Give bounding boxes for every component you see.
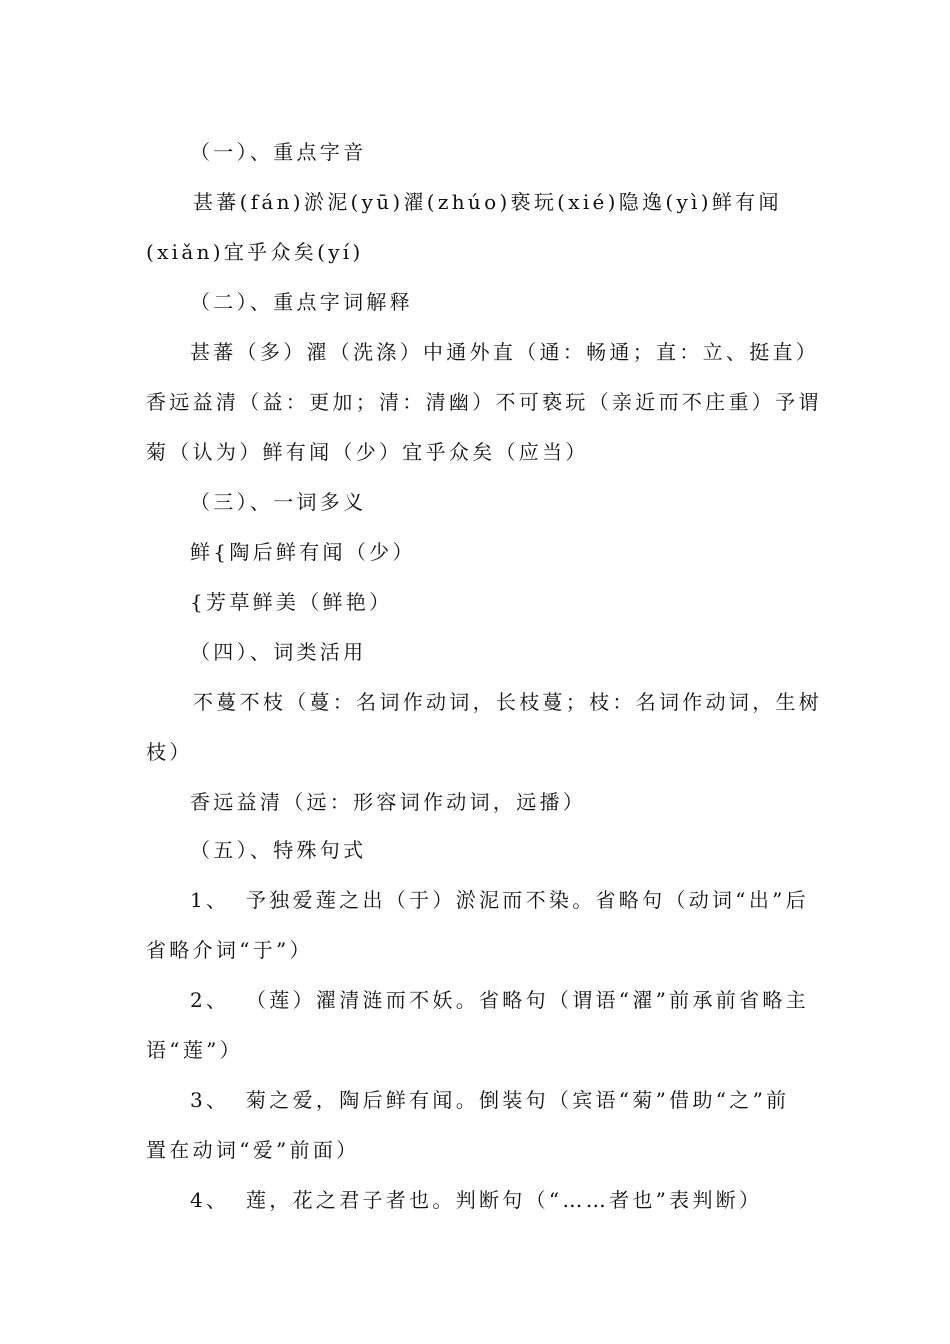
word-class-line-3: 香远益清（远：形容词作动词，远播） bbox=[190, 790, 587, 814]
word-meanings-line-2: 香远益清（益：更加；清：清幽）不可亵玩（亲近而不庄重）予谓 bbox=[146, 390, 822, 414]
item-4-line-1: 莲，花之君子者也。判断句（“……者也”表判断） bbox=[246, 1188, 763, 1212]
polysemy-line-1: 鲜{陶后鲜有闻（少） bbox=[190, 540, 416, 564]
section-heading-word-class: （四）、词类活用 bbox=[190, 640, 367, 664]
item-number-4: 4、 bbox=[190, 1188, 230, 1212]
item-number-3: 3、 bbox=[190, 1088, 230, 1112]
item-2-line-1: （莲）濯清涟而不妖。省略句（谓语“濯”前承前省略主 bbox=[246, 988, 809, 1012]
item-3-line-1: 菊之爱，陶后鲜有闻。倒装句（宾语“菊”借助“之”前 bbox=[246, 1088, 790, 1112]
word-class-line-1: 不蔓不枝（蔓：名词作动词，长枝蔓；枝：名词作动词，生树 bbox=[193, 690, 823, 714]
pronunciation-line-2: (xiǎn)宜乎众矣(yí) bbox=[146, 240, 364, 264]
item-3-line-2: 置在动词“爱”前面） bbox=[146, 1138, 360, 1162]
word-class-line-2: 枝） bbox=[146, 740, 193, 764]
item-2-line-2: 语“莲”） bbox=[146, 1038, 243, 1062]
section-heading-sentence-patterns: （五）、特殊句式 bbox=[190, 838, 367, 862]
item-number-2: 2、 bbox=[190, 988, 230, 1012]
pronunciation-line-1: 甚蕃(fán)淤泥(yū)濯(zhúo)亵玩(xié)隐逸(yì)鲜有闻 bbox=[193, 190, 782, 214]
word-meanings-line-1: 甚蕃（多）濯（洗涤）中通外直（通：畅通；直：立、挺直） bbox=[190, 340, 820, 364]
section-heading-polysemy: （三）、一词多义 bbox=[190, 490, 367, 514]
item-1-line-1: 予独爱莲之出（于）淤泥而不染。省略句（动词“出”后 bbox=[246, 888, 809, 912]
section-heading-word-meanings: （二）、重点字词解释 bbox=[190, 290, 413, 314]
section-heading-pronunciation: （一）、重点字音 bbox=[190, 140, 367, 164]
polysemy-line-2: {芳草鲜美（鲜艳） bbox=[190, 590, 393, 614]
word-meanings-line-3: 菊（认为）鲜有闻（少）宜乎众矣（应当） bbox=[146, 440, 589, 464]
item-number-1: 1、 bbox=[190, 888, 230, 912]
item-1-line-2: 省略介词“于”） bbox=[146, 938, 313, 962]
